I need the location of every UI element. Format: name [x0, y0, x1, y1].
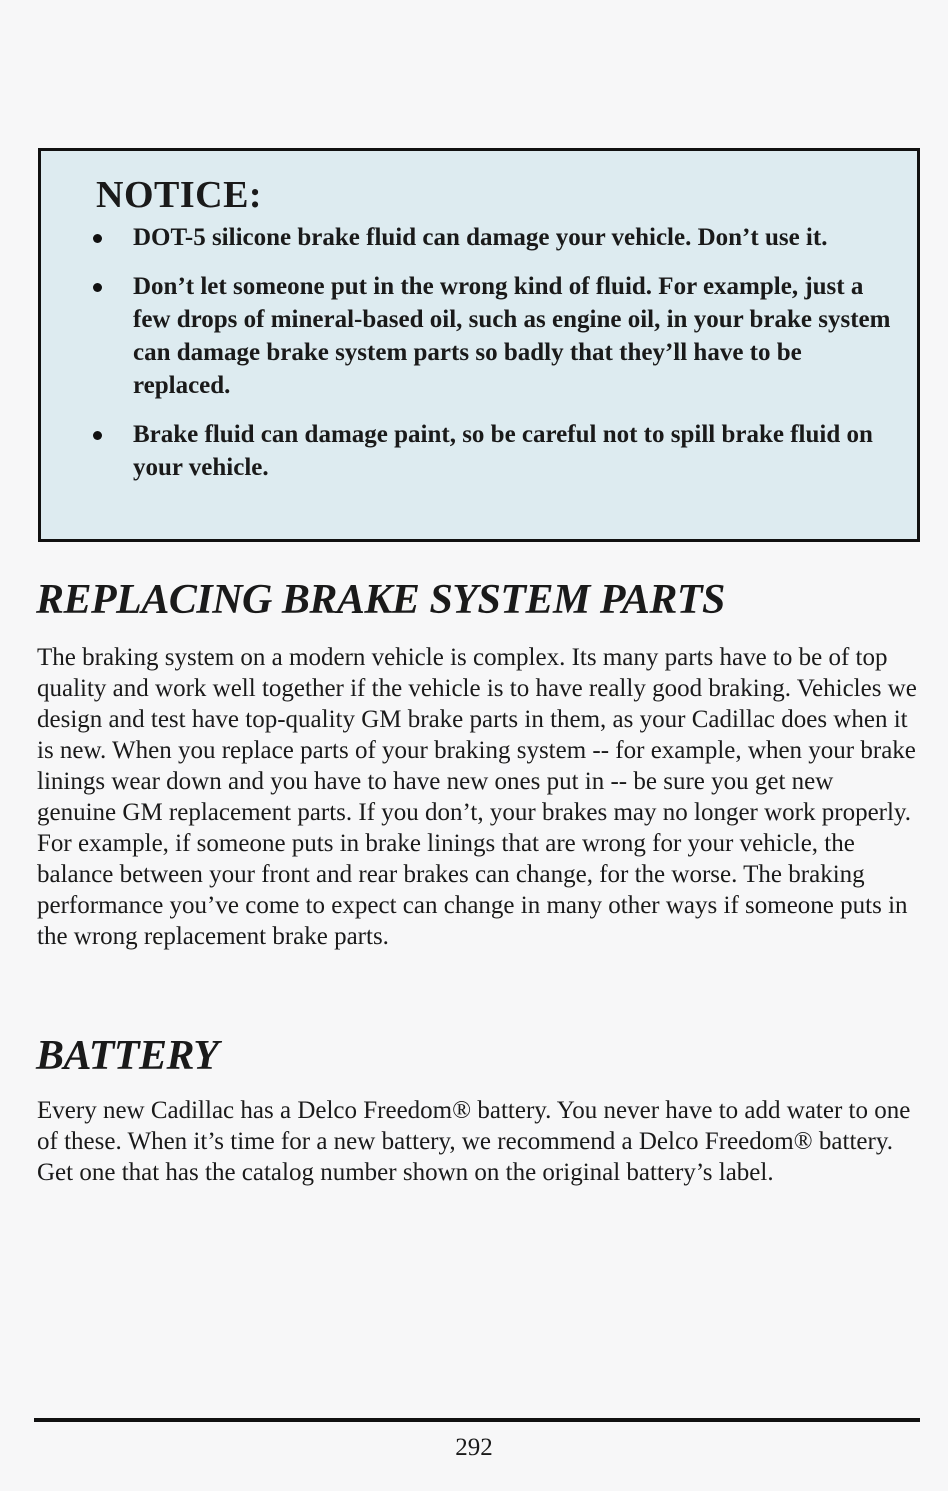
notice-item-text: Don’t let someone put in the wrong kind of fluid. For example, just a few drops of mineral-based oil, such as engine oil, in your brake system can damage brake system parts so badly that they’ll have to be replaced.	[133, 273, 891, 399]
notice-list	[91, 221, 891, 500]
notice-item-text: DOT-5 silicone brake fluid can damage your vehicle. Don’t use it.	[133, 224, 828, 251]
notice-item	[91, 221, 891, 254]
notice-title: NOTICE:	[96, 174, 263, 216]
page-number: 292	[455, 1434, 493, 1461]
bullet-icon	[93, 283, 102, 292]
bullet-icon	[93, 234, 102, 243]
notice-box	[38, 148, 920, 542]
bullet-icon	[93, 431, 102, 440]
footer-rule	[34, 1418, 920, 1422]
section-heading-battery: BATTERY	[36, 1033, 219, 1079]
notice-item	[91, 418, 891, 484]
notice-item	[91, 270, 891, 402]
section-body-replacing-brake-parts: The braking system on a modern vehicle is complex. Its many parts have to be of top quality and work well together if the vehicle is to have really good braking. Vehicles we design and test have top-quality GM brake parts in them, as your Cadillac does when it is new. When you replace parts of your braking system -- for example, when your brake linings wear down and you have to have new ones put in -- be sure you get new genuine GM replacement parts. If you don’t, your brakes may no longer work properly. For example, if someone puts in brake linings that are wrong for your vehicle, the balance between your front and rear brakes can change, for the worse. The braking performance you’ve come to expect can change in many other ways if someone puts in the wrong replacement brake parts.	[37, 644, 917, 950]
section-heading-replacing-brake-parts: REPLACING BRAKE SYSTEM PARTS	[36, 577, 725, 623]
notice-item-text: Brake fluid can damage paint, so be careful not to spill brake fluid on your vehicle.	[133, 421, 873, 481]
section-body-battery: Every new Cadillac has a Delco Freedom® battery. You never have to add water to one of these. When it’s time for a new battery, we recommend a Delco Freedom® battery. Get one that has the catalog number shown on the original battery’s label.	[37, 1097, 911, 1186]
